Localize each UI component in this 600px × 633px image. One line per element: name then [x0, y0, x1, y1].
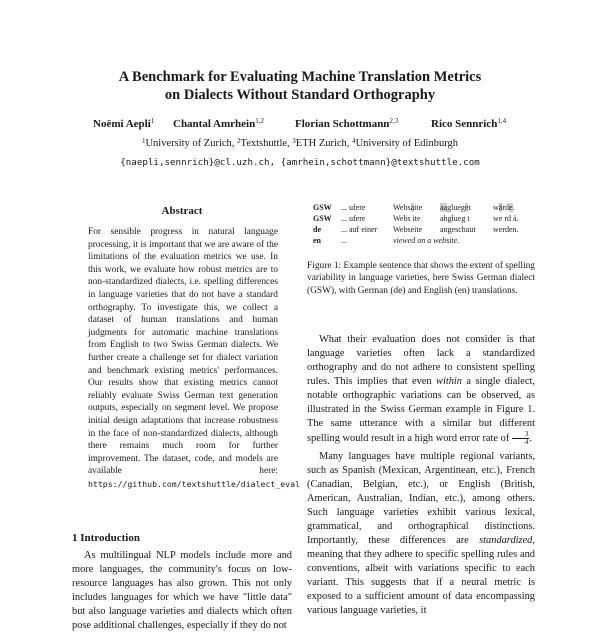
introduction-heading: 1 Introduction: [72, 532, 140, 544]
paragraph-orthography: What their evaluation does not consider is that language varieties often lack a standardized orthography and do not adhere to consistent spelling rules. This implies that even within a single dialect, notable orthographic variations can be observed, as illustrated in the Swiss German example in Figure 1. The same utterance with a similar but different spelling would result in a high word error rate of $\frac{3}{4}$ .: [307, 334, 536, 446]
figure-1-caption: Figure 1: Example sentence that shows the extent of spelling variability in language varieties, here Swiss German dialect (GSW), with German (de) and English (en) translations.: [307, 261, 535, 296]
author-list: [0, 118, 600, 134]
figure-1-gloss: [313, 203, 543, 247]
paper-title-line-1: A Benchmark for Evaluating Machine Translation Metrics: [118, 69, 482, 85]
gloss-row-gsw-2: GSW ... ufere Webs ite ahglueg t we rd ä.: [313, 214, 519, 223]
abstract-text: For sensible progress in natural language processing, it is important that we are aware of the limitations of the evaluation metrics we use. In this work, we evaluate how robust metrics are to non-standardized dialects, i.e. spelling differences in language varieties that do not have a standard orthography. To investigate this, we collect a dataset of human translations and human judgments for automatic machine translations from English to two Swiss German dialects. We further create a challenge set for dialect variation and benchmark existing metrics' performances. Our results show that existing metrics cannot reliably evaluate Swiss German text generation outputs, especially on segment level. We propose initial design adaptations that increase robustness in the face of non-standardized dialects, although there remains much room for further improvement. The dataset, code, and models are available here: https://github.com/textshuttle/dialect_eval: [88, 227, 300, 489]
affiliations: $^1$University of Zurich, $^2$Textshuttle, $^3$ETH Zurich, $^4$University of Edinburgh: [141, 137, 459, 149]
fraction-three-quarters: $\frac{3}{4}$: [512, 431, 530, 446]
paper-title-line-2: on Dialects Without Standard Orthography: [164, 87, 436, 103]
right-column-text: [307, 333, 535, 618]
introduction-text: As multilingual NLP models include more and more languages, the community's focus on low-resource languages has also grown. This not only includes languages for which we have "little data" but also language varieties and dialects which often pose additional challenges, especially if they do not: [72, 550, 292, 631]
dataset-url: https://github.com/textshuttle/dialect_eval: [88, 478, 300, 489]
gloss-row-en: en ... viewed on a website.: [313, 236, 460, 245]
author-sennrich: Rico Sennrich$^{1,4}$: [431, 117, 507, 130]
author-emails: {naepli,sennrich}@cl.uzh.ch, {amrhein,schottmann}@textshuttle.com: [120, 157, 480, 168]
author-amrhein: Chantal Amrhein$^{1,2}$: [173, 117, 264, 130]
author-schottmann: Florian Schottmann$^{2,3}$: [295, 117, 399, 130]
gloss-row-gsw-1: GSW ... ufere Websaite aaglueget wärde.: [313, 203, 515, 212]
paragraph-varieties: Many languages have multiple regional variants, such as Spanish (Mexican, Argentinean, etc.), French (Canadian, Belgian, etc.), or English (British, American, Australian, Indian, etc.), among others. Such language varieties exhibit various lexical, grammatical, and orthographical distinctions. Importantly, these differences are standardized, meaning that they adhere to specific spelling rules and conventions, albeit with variations specific to each variant. This suggests that if a neural metric is exposed to a sufficient amount of data encompassing various language varieties, it: [307, 451, 535, 616]
author-aepli: Noëmi Aepli$^1$: [93, 117, 155, 130]
abstract-heading: Abstract: [161, 205, 203, 217]
gloss-row-de: de ... auf einer Webseite angeschaut werden.: [313, 225, 519, 234]
